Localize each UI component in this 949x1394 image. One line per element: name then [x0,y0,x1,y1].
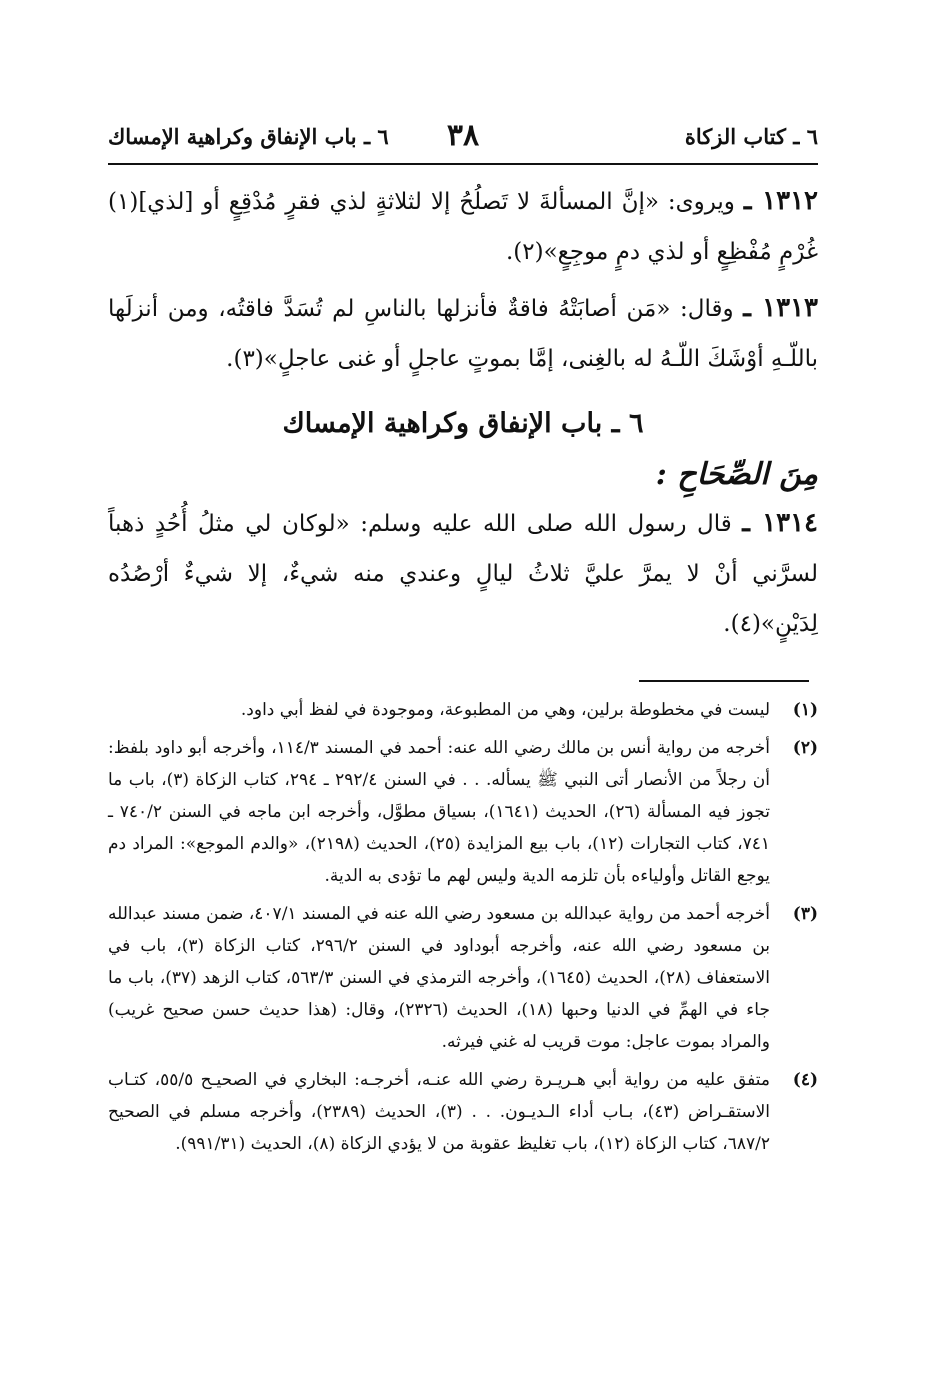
hadith-number: ١٣١٤ ـ [742,508,819,538]
main-text [108,176,818,655]
footnote-number: (٢) [792,738,818,758]
hadith-text: وقال: «مَن أصابَتْهُ فاقةٌ فأنزلها بالناسِ لم تُسَدَّ فاقتُه، ومن أنزلَها باللّـهِ أوْشَكَ اللّـهُ له بالغِنى، إمَّا بموتٍ عاجلٍ أو غنى عاجلٍ»(٣). [108,296,818,372]
section-heading: ٦ ـ باب الإنفاق وكراهية الإمساك [282,408,644,439]
footnote-item [108,898,818,1058]
footnote-item [108,694,818,726]
hadith-1314 [108,498,818,649]
footnote-text: أخرجه من رواية أنس بن مالك رضي الله عنه: أحمد في المسند ١١٤/٣، وأخرجه أبو داود بلفظ: أن رجلاً من الأنصار أتى النبي ﷺ يسأله. . . في السنن ٢٩٢/٤ ـ ٢٩٤، كتاب الزكاة (٣)، باب ما تجوز فيه المسألة (٢٦)، الحديث (١٦٤١)، بسياق مطوَّل، وأخرجه ابن ماجه في السنن ٧٤٠/٢ ـ ٧٤١، كتاب التجارات (١٢)، باب بيع المزايدة (٢٥)، الحديث (٢١٩٨)، «والدم الموجع»: المراد دم يوجع القاتل وأولياءه بأن تلزمه الدية وليس لهم ما تؤدى به الدية. [108,738,770,886]
footnotes [108,694,818,1166]
running-header [108,118,818,158]
footnote-divider [639,680,809,682]
hadith-1312 [108,176,818,277]
hadith-text: ويروى: «إنَّ المسألةَ لا تَصلُحُ إلا لثلاثةٍ لذي فقرٍ مُدْقِعٍ أو [لذي](١) غُرْمٍ مُفْظِعٍ أو لذي دمٍ موجِعٍ»(٢). [108,189,818,265]
footnote-number: (١) [792,700,818,720]
hadith-number: ١٣١٣ ـ [743,293,819,323]
footnote-number: (٤) [792,1070,818,1090]
hadith-number: ١٣١٢ ـ [743,186,819,216]
footnote-text: ليست في مخطوطة برلين، وهي من المطبوعة، وموجودة في لفظ أبي داود. [240,700,770,720]
hadith-text: قال رسول الله صلى الله عليه وسلم: «لوكان لي مثلُ أُحُدٍ ذهباً لسرَّني أنْ لا يمرَّ عليَّ ثلاثُ ليالٍ وعندي منه شيءٌ، إلا شيءٌ أرْصُدُه لِدَيْنٍ»(٤). [108,511,818,637]
chapter-title: ٦ ـ كتاب الزكاة [684,124,818,149]
footnote-item [108,1064,818,1160]
subsection-heading: مِنَ الصِّحَاحِ : [655,457,818,492]
footnote-text: أخرجه أحمد من رواية عبدالله بن مسعود رضي الله عنه في المسند ٤٠٧/١، ضمن مسند عبدالله بن مسعود رضي الله عنه، وأخرجه أبوداود في السنن ٢٩٦/٢، كتاب الزكاة (٣)، باب في الاستعفاف (٢٨)، الحديث (١٦٤٥)، وأخرجه الترمذي في السنن ٥٦٣/٣، كتاب الزهد (٣٧)، باب ما جاء في الهمِّ في الدنيا وحبها (١٨)، الحديث (٢٣٢٦)، وقال: (هذا حديث حسن صحيح غريب) والمراد بموت عاجل: موت قريب له غني فيرثه. [108,904,771,1052]
header-divider [108,163,818,165]
footnote-item [108,732,818,892]
hadith-1313 [108,283,818,384]
section-running-title: ٦ ـ باب الإنفاق وكراهية الإمساك [108,124,389,149]
footnote-number: (٣) [792,904,818,924]
footnote-text: متفق عليه من رواية أبي هـريـرة رضي الله عنـه، أخرجـه: البخاري في الصحيـح ٥٥/٥، كتـاب الاستقـراض (٤٣)، بـاب أداء الـديـون. . . (٣)، الحديث (٢٣٨٩)، وأخرجه مسلم في الصحيح ٦٨٧/٢، كتاب الزكاة (١٢)، باب تغليظ عقوبة من لا يؤدي الزكاة (٨)، الحديث (٩٩١/٣١). [108,1070,771,1154]
page-number: ٣٨ [446,118,480,153]
